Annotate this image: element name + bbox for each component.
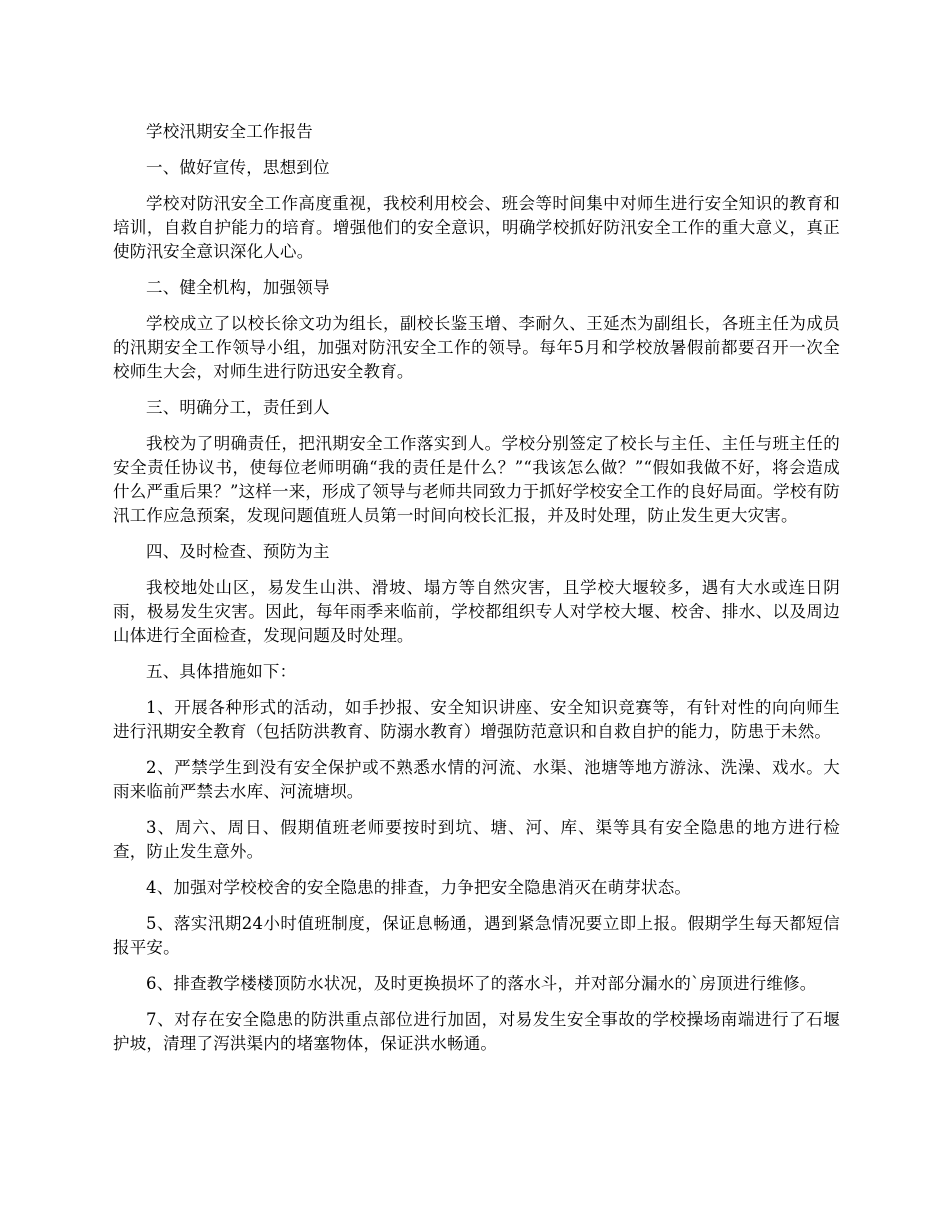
document-title: 学校汛期安全工作报告	[146, 122, 313, 141]
body-paragraph: 6、排查教学楼楼顶防水状况，及时更换损坏了的落水斗，并对部分漏水的`房顶进行维修。	[146, 974, 817, 993]
section-heading: 三、明确分工，责任到人	[146, 398, 330, 417]
section-heading: 一、做好宣传，思想到位	[146, 158, 330, 177]
body-paragraph: 学校对防汛安全工作高度重视，我校利用校会、班会等时间集中对师生进行安全知识的教育和培训，自救自护能力的培育。增强他们的安全意识，明确学校抓好防汛安全工作的重大意义，真正使防汛安全意识深化人心。	[113, 194, 840, 261]
body-paragraph: 2、严禁学生到没有安全保护或不熟悉水情的河流、水渠、池塘等地方游泳、洗澡、戏水。大雨来临前严禁去水库、河流塘坝。	[113, 758, 840, 801]
body-paragraph: 3、周六、周日、假期值班老师要按时到坑、塘、河、库、渠等具有安全隐患的地方进行检查，防止发生意外。	[113, 818, 840, 861]
section-heading: 四、及时检查、预防为主	[146, 542, 330, 561]
body-paragraph: 5、落实汛期24小时值班制度，保证息畅通，遇到紧急情况要立即上报。假期学生每天都短信报平安。	[113, 914, 840, 957]
document-page	[113, 120, 840, 1068]
body-paragraph: 7、对存在安全隐患的防洪重点部位进行加固，对易发生安全事故的学校操场南端进行了石堰护坡，清理了泻洪渠内的堵塞物体，保证洪水畅通。	[113, 1010, 840, 1053]
body-paragraph: 学校成立了以校长徐文功为组长，副校长鉴玉增、李耐久、王延杰为副组长，各班主任为成员的汛期安全工作领导小组，加强对防汛安全工作的领导。每年5月和学校放暑假前都要召开一次全校师生大会，对师生进行防迅安全教育。	[113, 314, 840, 381]
document-body	[113, 156, 840, 1056]
body-paragraph: 我校为了明确责任，把汛期安全工作落实到人。学校分别签定了校长与主任、主任与班主任的安全责任协议书，使每位老师明确“我的责任是什么？”“我该怎么做？”“假如我做不好，将会造成什么严重后果？”这样一来，形成了领导与老师共同致力于抓好学校安全工作的良好局面。学校有防汛工作应急预案，发现问题值班人员第一时间向校长汇报，并及时处理，防止发生更大灾害。	[113, 434, 840, 525]
body-paragraph: 4、加强对学校校舍的安全隐患的排查，力争把安全隐患消灭在萌芽状态。	[146, 878, 692, 897]
section-heading: 二、健全机构，加强领导	[146, 278, 330, 297]
body-paragraph: 1、开展各种形式的活动，如手抄报、安全知识讲座、安全知识竞赛等，有针对性的向向师生进行汛期安全教育（包括防洪教育、防溺水教育）增强防范意识和自救自护的能力，防患于未然。	[113, 698, 840, 741]
section-heading: 五、具体措施如下：	[146, 662, 297, 681]
body-paragraph: 我校地处山区，易发生山洪、滑坡、塌方等自然灾害，且学校大堰较多，遇有大水或连日阴雨，极易发生灾害。因此，每年雨季来临前，学校都组织专人对学校大堰、校舍、排水、以及周边山体进行全面检查，发现问题及时处理。	[113, 578, 840, 645]
